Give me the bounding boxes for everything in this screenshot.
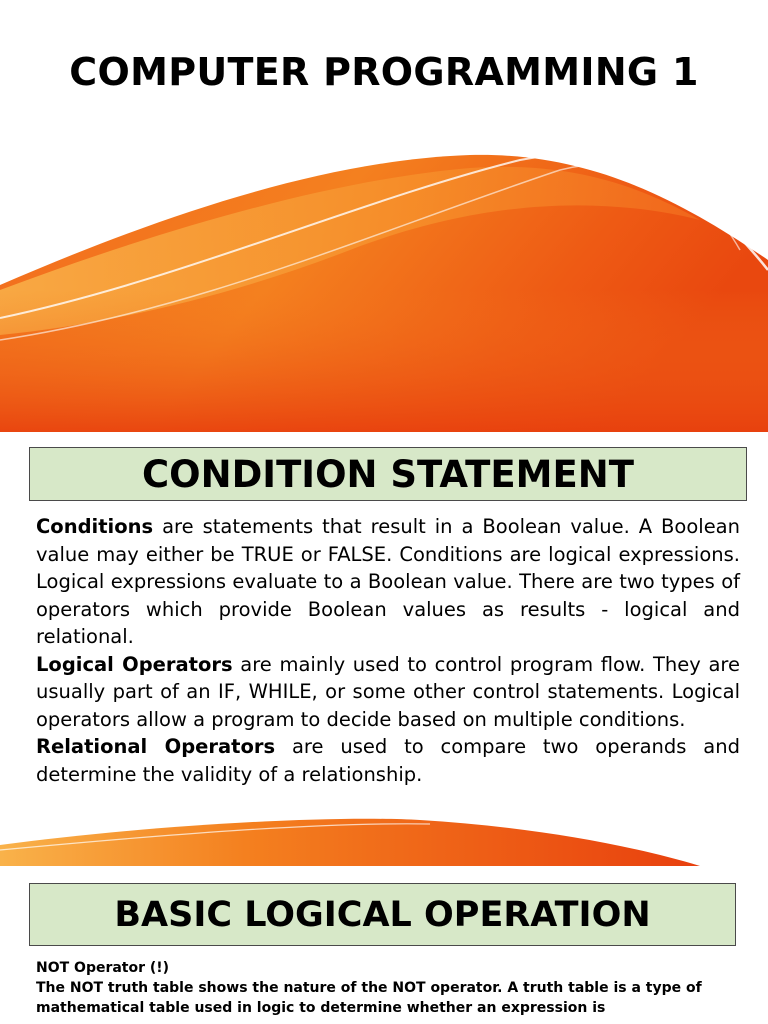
section-heading-condition-statement: CONDITION STATEMENT	[29, 447, 747, 501]
paragraph-conditions	[36, 513, 740, 651]
section-heading-basic-logical-operation: BASIC LOGICAL OPERATION	[29, 883, 736, 946]
term-logical-operators: Logical Operators	[36, 652, 233, 676]
paragraph-logical-operators	[36, 651, 740, 734]
not-operator-description: The NOT truth table shows the nature of the NOT operator. A truth table is a type of mathematical table used in logic to determine whether an expression is	[36, 980, 702, 1016]
decorative-wave-divider	[0, 800, 768, 870]
definition-conditions: are statements that result in a Boolean value. A Boolean value may either be TRUE or FALSE. Conditions are logical expressions. Logical expressions evaluate to a Boolean value. There are two types of operators which provide Boolean values as results - logical and relational.	[36, 515, 740, 648]
not-operator-subheading: NOT Operator (!)	[36, 960, 170, 976]
term-relational-operators: Relational Operators	[36, 735, 276, 758]
term-conditions: Conditions	[36, 515, 154, 538]
definition-relational-operators: are used to compare two operands and determine the validity of a relationship.	[36, 735, 740, 786]
definition-logical-operators: are mainly used to control program flow. They are usually part of an IF, WHILE, or some other control statements. Logical operators allow a program to decide based on multiple conditions.	[36, 652, 740, 731]
not-operator-section	[36, 958, 740, 1018]
decorative-wave-banner	[0, 140, 768, 432]
page-title: COMPUTER PROGRAMMING 1	[69, 50, 699, 94]
condition-statement-body	[36, 513, 740, 788]
paragraph-relational-operators	[36, 733, 740, 788]
